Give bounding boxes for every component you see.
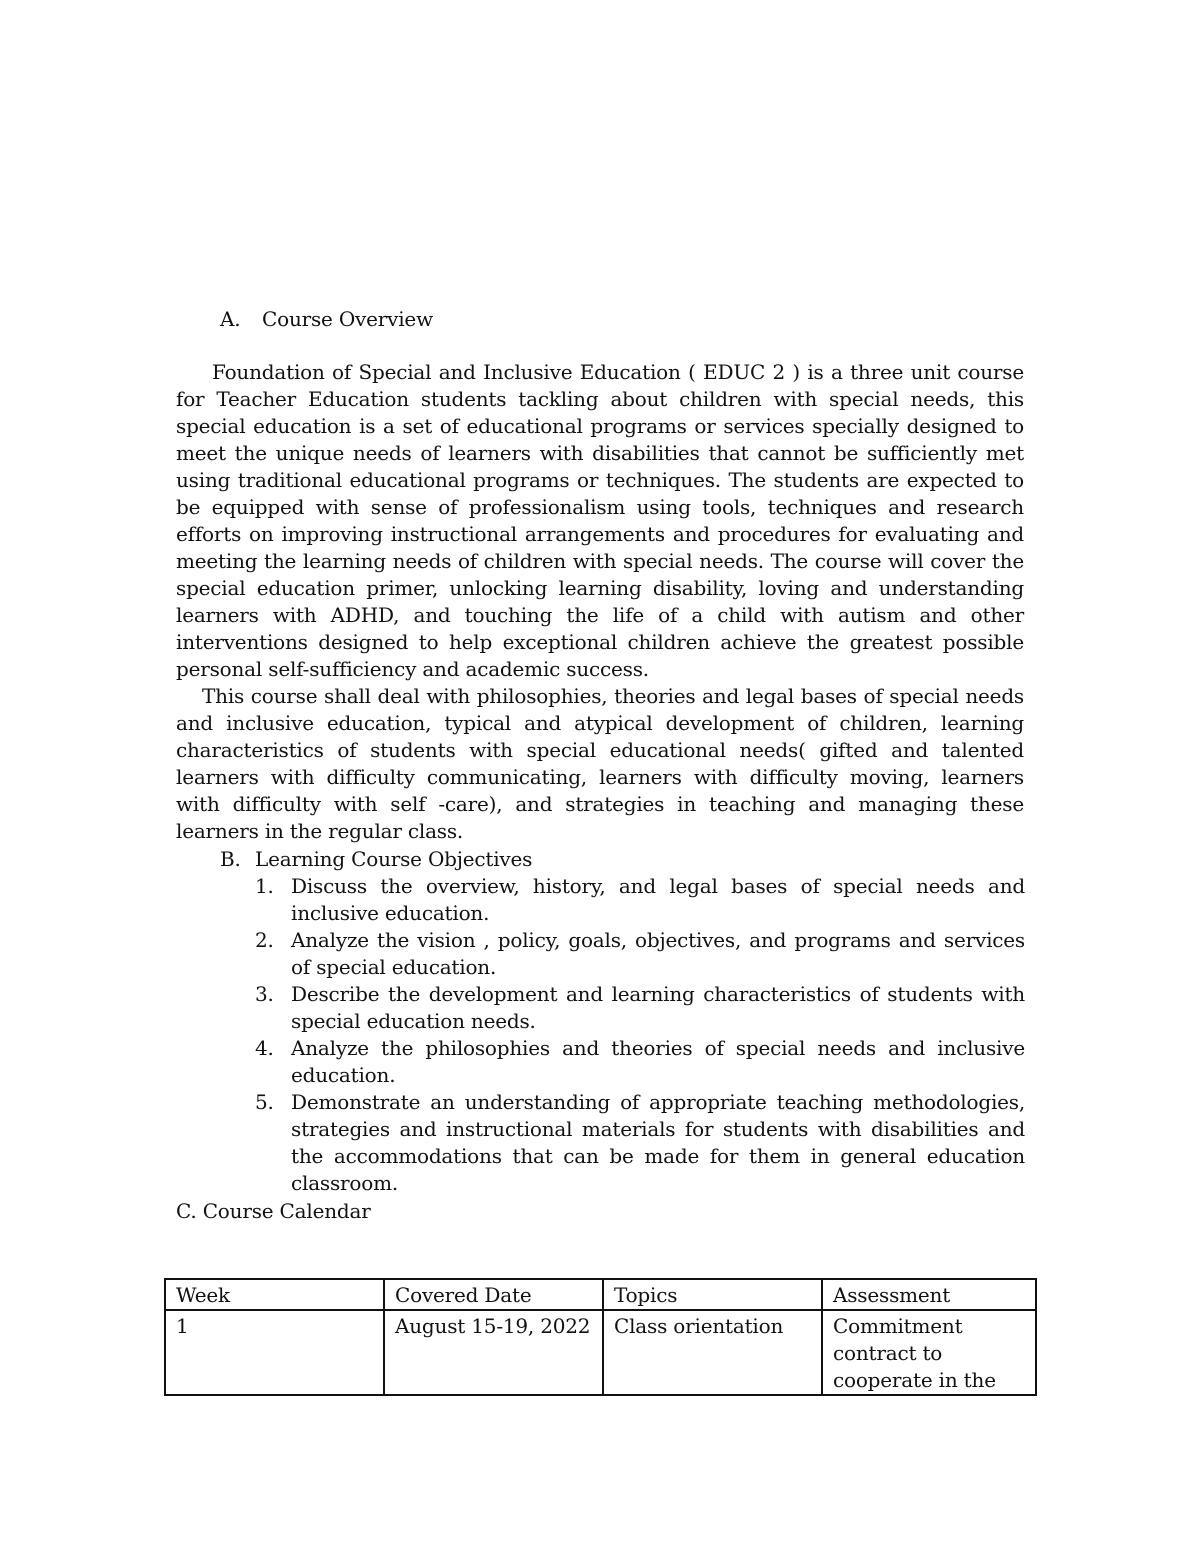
objective-item [255,927,1025,981]
overview-paragraph-2: This course shall deal with philosophies, theories and legal bases of special needs and inclusive education, typical and atypical development of children, learning characteristics of students with special educational needs( gifted and talented learners with difficulty communicating, learners with difficulty moving, learners with difficulty with self -care), and strategies in teaching and managing these learners in the regular class. [176,684,1024,843]
objective-text: Analyze the philosophies and theories of special needs and inclusive education. [291,1036,1025,1087]
objective-text: Demonstrate an understanding of appropriate teaching methodologies, strategies and instructional materials for students with disabilities and the accommodations that can be made for them in general education classroom. [291,1090,1025,1195]
objective-number: 5. [255,1090,274,1114]
cell-covered-date: August 15-19, 2022 [384,1310,603,1395]
cell-assessment: Commitment contract to cooperate in the [822,1310,1036,1395]
objective-text: Analyze the vision , policy, goals, objectives, and programs and services of special education. [291,928,1025,979]
objective-item [255,1035,1025,1089]
header-covered-date: Covered Date [384,1279,603,1310]
objective-text: Discuss the overview, history, and legal bases of special needs and inclusive education. [291,874,1025,925]
objective-number: 3. [255,982,274,1006]
section-c-heading: C. Course Calendar [176,1199,371,1223]
overview-paragraph-1: Foundation of Special and Inclusive Education ( EDUC 2 ) is a three unit course for Teacher Education students tackling about children with special needs, this special education is a set of educational programs or services specially designed to meet the unique needs of learners with disabilities that cannot be sufficiently met using traditional educational programs or techniques. The students are expected to be equipped with sense of professionalism using tools, techniques and research efforts on improving instructional arrangements and procedures for evaluating and meeting the learning needs of children with special needs. The course will cover the special education primer, unlocking learning disability, loving and understanding learners with ADHD, and touching the life of a child with autism and other interventions designed to help exceptional children achieve the greatest possible personal self-sufficiency and academic success. [176,360,1024,681]
section-b-heading [220,846,532,873]
objective-number: 2. [255,928,274,952]
objective-item [255,873,1025,927]
cell-week: 1 [165,1310,384,1395]
objective-text: Describe the development and learning characteristics of students with special education needs. [291,982,1025,1033]
section-b-marker: B. [220,847,241,871]
course-calendar-table [164,1278,1037,1396]
header-week: Week [165,1279,384,1310]
section-a-marker: A. [220,307,241,331]
section-b-title: Learning Course Objectives [255,847,533,871]
objectives-list [255,873,1025,1197]
course-overview-body [176,359,1024,845]
section-a-heading [220,306,433,333]
objective-item [255,981,1025,1035]
cell-topics: Class orientation [603,1310,822,1395]
table-header-row [165,1279,1036,1310]
header-assessment: Assessment [822,1279,1036,1310]
objective-number: 1. [255,874,274,898]
header-topics: Topics [603,1279,822,1310]
objective-number: 4. [255,1036,274,1060]
table-row [165,1310,1036,1395]
objective-item [255,1089,1025,1197]
section-a-title: Course Overview [262,307,433,331]
